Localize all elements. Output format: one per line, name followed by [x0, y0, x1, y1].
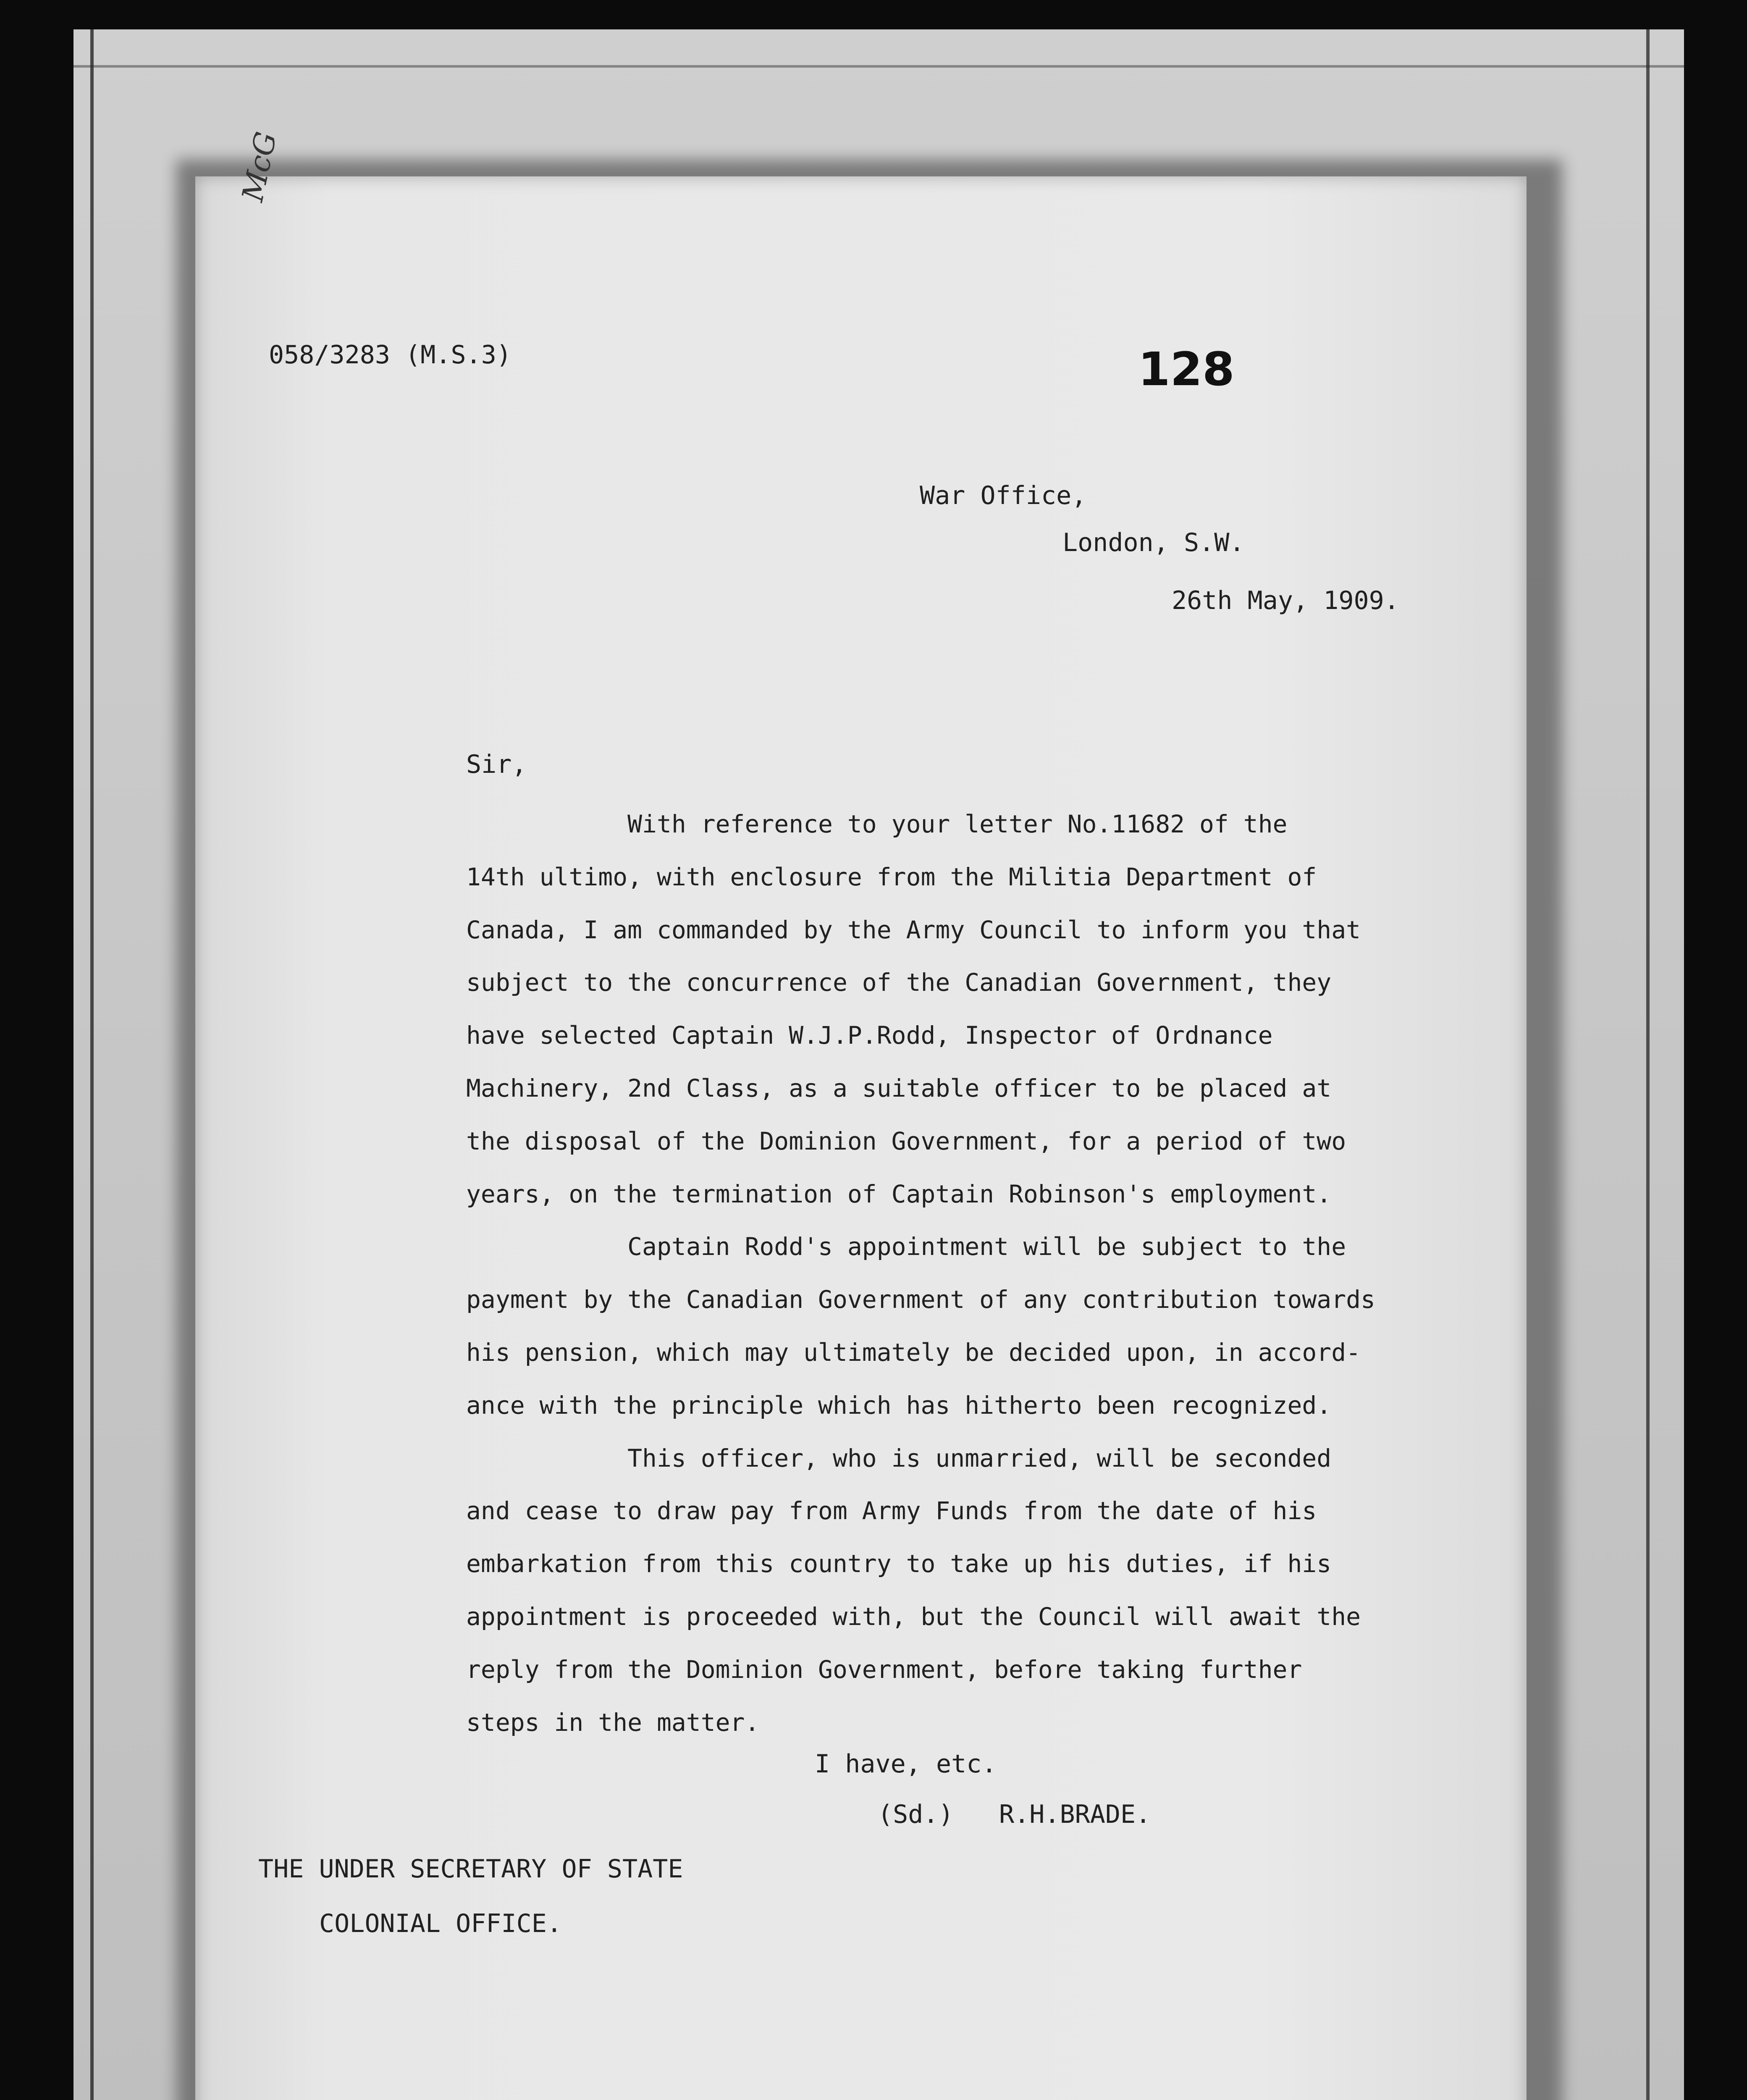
body-line: payment by the Canadian Government of any contribution towards: [466, 1285, 1375, 1314]
letter-date: 26th May, 1909.: [1172, 586, 1399, 615]
letter-body: [466, 798, 1461, 1749]
body-line: the disposal of the Dominion Government, for a period of two: [466, 1126, 1346, 1155]
salutation: Sir,: [466, 750, 527, 779]
body-line: embarkation from this country to take up his duties, if his: [466, 1549, 1332, 1578]
handwritten-initials: McG: [235, 129, 283, 205]
body-line: reply from the Dominion Government, before taking further: [466, 1655, 1302, 1684]
reference-number: 058/3283 (M.S.3): [269, 340, 512, 370]
body-line: steps in the matter.: [466, 1708, 760, 1737]
folio-number: 128: [1138, 342, 1235, 396]
closing-line: I have, etc.: [815, 1749, 997, 1779]
body-line: ance with the principle which has hitherto been recognized.: [466, 1391, 1332, 1420]
recipient-line1: THE UNDER SECRETARY OF STATE: [258, 1854, 683, 1884]
sender-address-line1: War Office,: [920, 481, 1087, 510]
body-line: Captain Rodd's appointment will be subject to the: [466, 1232, 1346, 1261]
body-line: With reference to your letter No.11682 of the: [466, 810, 1288, 838]
body-line: his pension, which may ultimately be decided upon, in accord-: [466, 1338, 1361, 1367]
recipient-line2: COLONIAL OFFICE.: [319, 1909, 562, 1938]
body-line: 14th ultimo, with enclosure from the Militia Department of: [466, 862, 1317, 891]
body-line: appointment is proceeded with, but the Council will await the: [466, 1602, 1361, 1631]
left-frame-rule: [90, 29, 94, 2100]
body-line: This officer, who is unmarried, will be seconded: [466, 1444, 1332, 1473]
signature-line: (Sd.) R.H.BRADE.: [878, 1800, 1151, 1829]
body-line: years, on the termination of Captain Robinson's employment.: [466, 1179, 1332, 1208]
body-line: and cease to draw pay from Army Funds from the date of his: [466, 1496, 1317, 1525]
body-line: Machinery, 2nd Class, as a suitable officer to be placed at: [466, 1074, 1332, 1102]
right-frame-rule: [1646, 29, 1650, 2100]
sender-address-line2: London, S.W.: [1062, 528, 1245, 557]
top-frame-rule: [73, 65, 1684, 68]
body-line: subject to the concurrence of the Canadian Government, they: [466, 968, 1332, 997]
body-line: Canada, I am commanded by the Army Council to inform you that: [466, 915, 1361, 944]
body-line: have selected Captain W.J.P.Rodd, Inspector of Ordnance: [466, 1021, 1273, 1050]
